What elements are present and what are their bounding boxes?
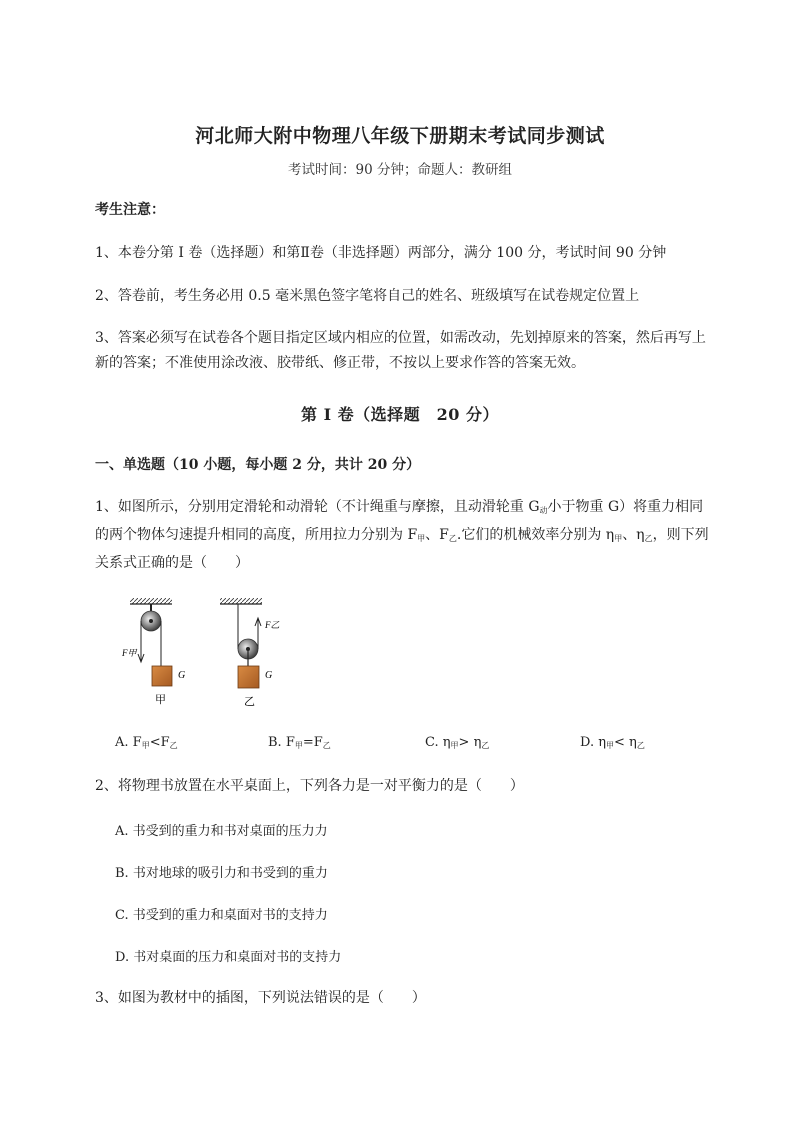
question-2-option-d[interactable]: D. 书对桌面的压力和桌面对书的支持力 [115,950,342,965]
label-f-jia: F甲 [122,648,137,658]
label-g-yi: G [265,670,273,681]
pulley-figure [110,590,300,715]
fixed-pulley [130,598,172,686]
question-1-option-c[interactable]: C. $\eta_甲> \eta_乙$ [425,735,490,750]
question-1-option-d[interactable]: D. $\eta_甲< \eta_乙$ [580,735,645,750]
section-title: 第 I 卷（选择题 20 分） [301,405,499,424]
question-1-text: 1、如图所示，分别用定滑轮和动滑轮（不计绳重与摩擦，且动滑轮重 $G_动$小于物重 G）将重力相同的两个物体匀速提升相同的高度，所用拉力分别为 $F_甲$、$F_乙$.它们的机械效率分别为 $\eta_甲$、$\eta_乙$，则下列关系式正确的是（ ） [95,499,709,571]
label-g-jia: G [178,670,186,681]
question-2-option-a[interactable]: A. 书受到的重力和书对桌面的压力力 [115,824,328,839]
exam-info: 考试时间：90 分钟；命题人：教研组 [288,162,512,178]
question-1-option-b[interactable]: B. $F_甲=F_乙$ [268,735,331,750]
page-title: 河北师大附中物理八年级下册期末考试同步测试 [195,125,605,147]
notice-item-1: 1、本卷分第 I 卷（选择题）和第Ⅱ卷（非选择题）两部分，满分 100 分，考试时间 90 分钟 [95,245,667,261]
movable-pulley [220,598,262,688]
notice-heading: 考生注意： [95,202,165,218]
part-heading: 一、单选题（10 小题，每小题 2 分，共计 20 分） [95,457,421,473]
notice-item-2: 2、答卷前，考生务必用 0.5 毫米黑色签字笔将自己的姓名、班级填写在试卷规定位置上 [95,288,640,304]
question-3-text: 3、如图为教材中的插图，下列说法错误的是（ ） [95,990,426,1006]
notice-item-3: 3、答案必须写在试卷各个题目指定区域内相应的位置，如需改动，先划掉原来的答案，然后再写上新的答案；不准使用涂改液、胶带纸、修正带，不按以上要求作答的答案无效。 [95,330,706,371]
question-2-text: 2、将物理书放置在水平桌面上，下列各力是一对平衡力的是（ ） [95,778,524,794]
caption-jia: 甲 [155,693,166,706]
label-f-yi: F乙 [265,620,280,630]
question-2-option-b[interactable]: B. 书对地球的吸引力和书受到的重力 [115,866,328,881]
question-2-option-c[interactable]: C. 书受到的重力和桌面对书的支持力 [115,908,328,923]
caption-yi: 乙 [244,695,255,708]
question-1-option-a[interactable]: A. $F_甲<F_乙$ [115,735,178,750]
